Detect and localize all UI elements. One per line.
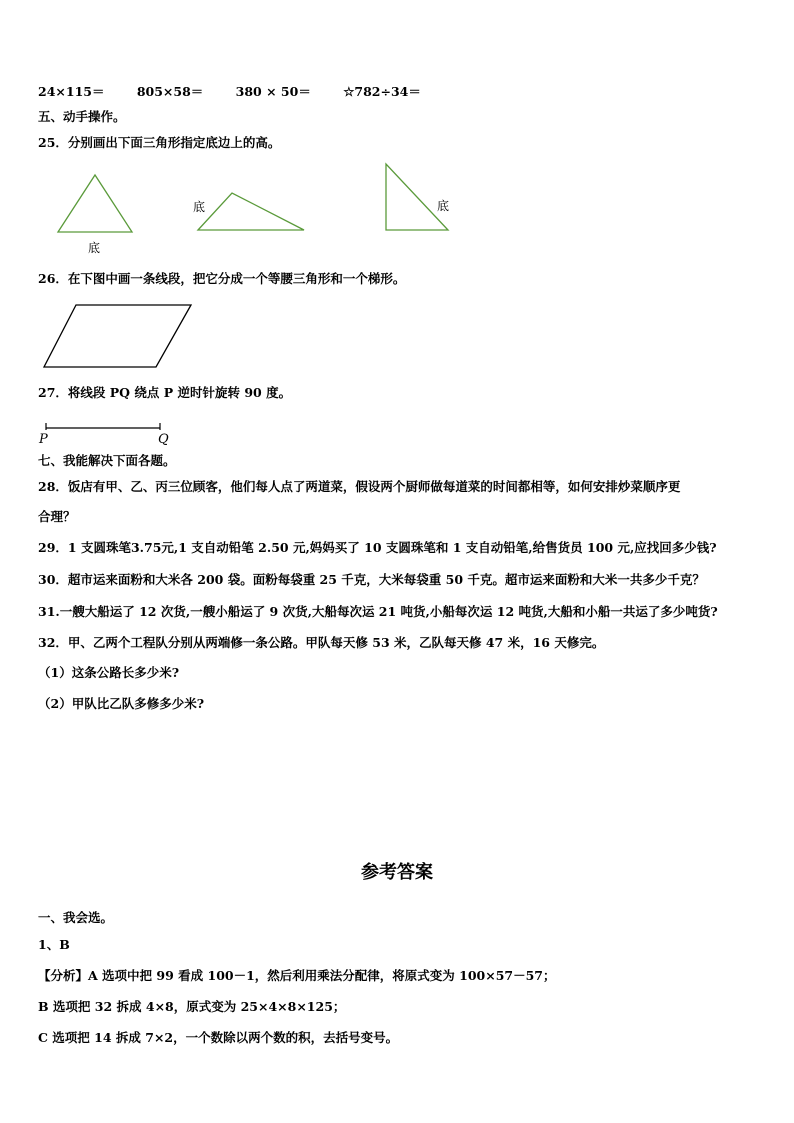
section-5-heading: 五、动手操作。 [38, 109, 126, 124]
question-30: 30．超市运来面粉和大米各 200 袋。面粉每袋重 25 千克，大米每袋重 50 千克。超市运来面粉和大米一共多少千克？ [38, 572, 705, 587]
question-32-part-2: （2）甲队比乙队多修多少米? [38, 696, 205, 711]
question-27: 27．将线段 PQ 绕点 P 逆时针旋转 90 度。 [38, 385, 292, 400]
question-32-part-1: （1）这条公路长多少米? [38, 665, 180, 680]
question-25: 25．分别画出下面三角形指定底边上的高。 [38, 135, 281, 150]
question-28-line-1: 28．饭店有甲、乙、丙三位顾客，他们每人点了两道菜，假设两个厨师做每道菜的时间都相等，如何安排炒菜顺序更 [38, 479, 681, 494]
answer-analysis: 【分析】A 选项中把 99 看成 100－1，然后利用乘法分配律，将原式变为 100×57－57； [38, 968, 556, 983]
label-p: P [39, 432, 48, 447]
section-7-heading: 七、我能解决下面各题。 [38, 453, 176, 468]
calc-item-3: 380 × 50＝ [235, 84, 311, 99]
answer-1: 1、B [38, 937, 70, 952]
answer-section-1: 一、我会选。 [38, 910, 114, 925]
question-26: 26．在下图中画一条线段，把它分成一个等腰三角形和一个梯形。 [38, 271, 406, 286]
answer-option-c: C 选项把 14 拆成 7×2，一个数除以两个数的积，去括号变号。 [38, 1030, 399, 1045]
segment-pq-figure [0, 0, 794, 460]
triangle-2-base-label: 底 [193, 200, 206, 214]
answer-option-b: B 选项把 32 拆成 4×8，原式变为 25×4×8×125； [38, 999, 346, 1014]
triangle-3-base-label: 底 [437, 199, 450, 213]
triangle-1-base-label: 底 [88, 241, 101, 255]
answer-key-title: 参考答案 [361, 862, 433, 883]
question-31: 31.一艘大船运了 12 次货,一艘小船运了 9 次货,大船每次运 21 吨货,小船每次运 12 吨货,大船和小船一共运了多少吨货? [38, 604, 718, 619]
question-29: 29．1 支圆珠笔3.75元,1 支自动铅笔 2.50 元,妈妈买了 10 支圆珠笔和 1 支自动铅笔,给售货员 100 元,应找回多少钱? [38, 540, 717, 555]
label-q: Q [158, 432, 169, 447]
question-32: 32．甲、乙两个工程队分别从两端修一条公路。甲队每天修 53 米，乙队每天修 47 米，16 天修完。 [38, 635, 605, 650]
calc-item-1: 24×115＝ [38, 84, 105, 99]
calc-item-2: 805×58＝ [136, 84, 204, 99]
question-28-line-2: 合理？ [38, 509, 76, 524]
calc-item-4: ☆782÷34＝ [343, 84, 421, 99]
